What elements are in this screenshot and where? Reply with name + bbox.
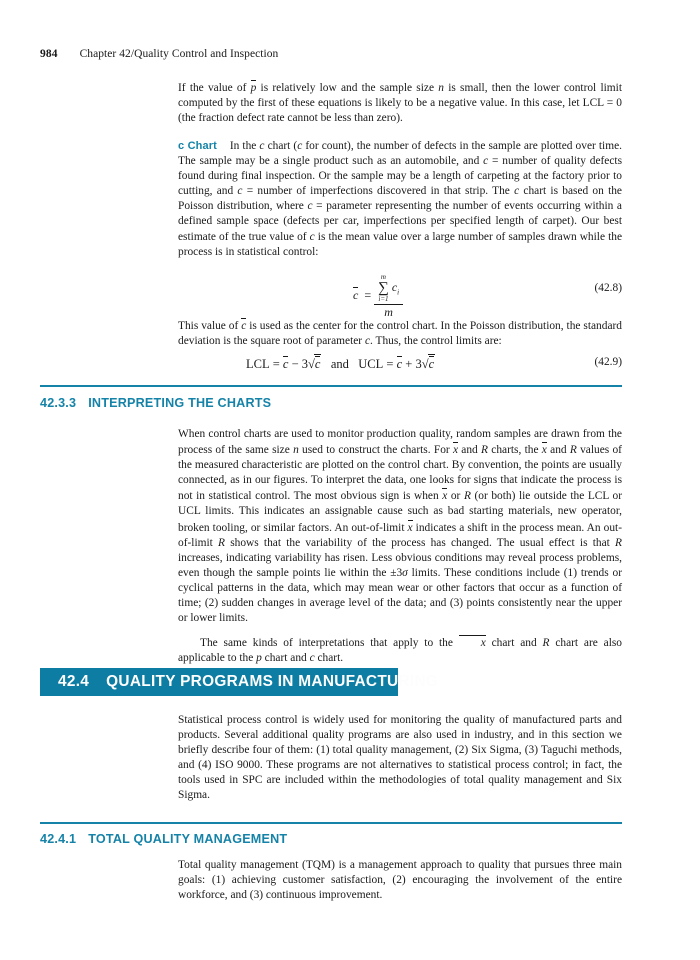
paragraph-c-chart: c Chart In the c chart (c for count), the number of defects in the sample are plotted over time. The sample may be a single product such as an automobile, and c = number of quality defects found during final inspection. Or the sample may be a length of carpeting at the factory prior to cutting, and c = number of imperfections discovered in that strip. The c chart is based on the Poisson distribution, where c = parameter representing the number of events occurring within a defined sample space (defects per car, imperfections per specified length of carpet). Our best estimate of the true value of c is the mean value over a large number of samples drawn while the process is in statistical control: <box>178 140 623 258</box>
equation-number-42-8: (42.8) <box>594 282 622 294</box>
section-title-42-3-3: INTERPRETING THE CHARTS <box>88 396 272 410</box>
paragraph-interpreting-block <box>178 427 622 675</box>
page-number: 984 <box>40 48 58 60</box>
sqrt-ucl: √c <box>422 354 435 372</box>
run-in-heading-c-chart: c Chart <box>178 140 217 152</box>
section-title-42-4: QUALITY PROGRAMS IN MANU <box>106 673 346 690</box>
equation-number-42-9: (42.9) <box>594 356 622 368</box>
paragraph-tqm-block <box>178 858 622 912</box>
summation-symbol: m ∑ i=1 <box>378 273 389 303</box>
section-number-42-4-1: 42.4.1 <box>40 832 77 846</box>
equation-42-8: c = m ∑ i=1 $c_i$ m (42.8) <box>353 273 622 319</box>
section-heading-42-4-1 <box>40 832 287 846</box>
equation-42-9: LCL = c − 3√c and UCL = c + 3√c (42.9) <box>246 356 622 371</box>
paragraph-center: This value of c is used as the center for the control chart. In the Poisson distribution, the standard deviation is the square root of parameter c. Thus, the control limits are: <box>178 320 622 348</box>
section-rule-42-4-1 <box>40 822 622 824</box>
paragraph-interpreting-2: The same kinds of interpretations that apply to the x chart and R chart are also applicable to the p chart and c chart. <box>178 637 622 665</box>
paragraph-lcl-note-block <box>178 80 622 135</box>
paragraph-interpreting-1: When control charts are used to monitor production quality, random samples are drawn from the process of the same size n used to construct the charts. For x and R charts, the x and R values of the measured characteristic are plotted on the control chart. By convention, the points are usually connected, as in our figures. To interpret the data, one looks for signs that indicate the process is not in statistical control. The most obvious sign is when x or R (or both) lie outside the LCL or UCL limits. This indicates an assignable cause such as bad starting materials, new operator, broken tooling, or similar factors. An out-of-limit x indicates a shift in the process mean. An out-of-limit R shows that the variability of the process has changed. The usual effect is that R increases, indicating variability has risen. Less obvious conditions may reveal process problems, even though the sample points lie within the ±3σ limits. These conditions include (1) trends or cyclical patterns in the data, which may mean wear or other factors that occur as a function of time; (2) sudden changes in average level of the data; and (3) points consistently near the upper or lower limits. <box>178 428 623 625</box>
section-heading-42-4 <box>58 668 438 696</box>
running-head <box>40 44 660 62</box>
section-title-42-4-clipped-tail: FACTURING <box>345 673 439 690</box>
equation-42-8-lhs: c <box>353 288 359 303</box>
section-title-42-4-1: TOTAL QUALITY MANAGEMENT <box>88 832 288 846</box>
sqrt-lcl: √c <box>308 354 321 372</box>
paragraph-quality-programs: Statistical process control is widely used for monitoring the quality of manufactured parts and products. Several additional quality programs are also used in industry, and in this section we briefly describe four of them: (1) total quality management, (2) Six Sigma, (3) Taguchi methods, and (4) ISO 9000. These programs are not alternatives to statistical process control; in fact, the tools used in SPC are included within the methodologies of total quality management and Six Sigma. <box>178 714 622 802</box>
paragraph-tqm: Total quality management (TQM) is a management approach to quality that pursues three main goals: (1) achieving customer satisfaction, (2) encouraging the involvement of the entire workforce, and (3) continuous improvement. <box>178 859 622 902</box>
section-heading-42-3-3 <box>40 396 271 410</box>
section-number-42-4: 42.4 <box>58 673 90 690</box>
paragraph-c-chart-block <box>178 139 622 269</box>
paragraph-quality-programs-block <box>178 713 622 813</box>
paragraph-lcl-note: If the value of p is relatively low and the sample size n is small, then the lower control limit computed by the first of these equations is likely to be a negative value. In this case, let LCL = 0 (the fraction defect rate cannot be less than zero). <box>178 82 622 125</box>
equation-42-8-fraction: m ∑ i=1 $c_i$ m <box>374 274 403 319</box>
section-rule-42-3-3 <box>40 385 622 387</box>
section-number-42-3-3: 42.3.3 <box>40 396 77 410</box>
running-title: Chapter 42/Quality Control and Inspection <box>79 48 279 60</box>
